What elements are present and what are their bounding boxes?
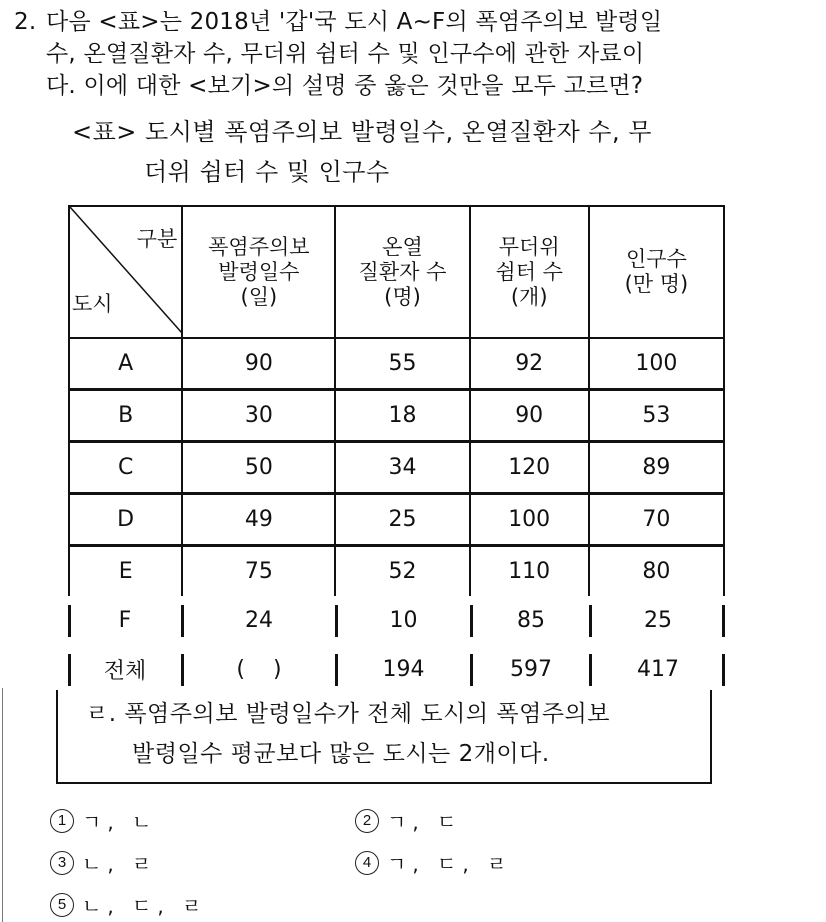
table-row (68, 391, 725, 443)
choice-1[interactable] (50, 806, 157, 835)
choice-text: ㄱ, ㄴ (82, 810, 158, 834)
value-cell: 597 (510, 657, 552, 682)
bogi-item-line-2: 발령일수 평균보다 많은 도시는 2개이다. (132, 741, 550, 767)
table-row-total (68, 645, 725, 694)
header-unit: (만 명) (624, 272, 689, 296)
value-cell: 100 (635, 351, 678, 376)
corner-header-cell (70, 207, 183, 337)
question-line-2: 수, 온열질환자 수, 무더위 쉼터 수 및 인구수에 관한 자료이 (46, 41, 645, 67)
value-cell: 25 (336, 495, 470, 544)
choice-text: ㄴ, ㄷ, ㄹ (82, 894, 208, 918)
value-cell: 75 (183, 547, 336, 596)
city-cell: E (70, 547, 183, 596)
table-caption-line-1: <표> 도시별 폭염주의보 발령일수, 온열질환자 수, 무 (72, 118, 652, 146)
page-margin-rule (2, 688, 3, 922)
question-text: 다음 <표>는 2018년 '갑'국 도시 A~F의 폭염주의보 발령일 (46, 9, 663, 35)
value-cell: 53 (642, 403, 671, 428)
header-text: 쉼터 수 (495, 259, 563, 284)
circled-number-icon: 2 (355, 809, 379, 833)
choice-5[interactable] (50, 890, 207, 919)
table-row (68, 443, 725, 495)
table-row (68, 339, 725, 391)
data-table (68, 205, 725, 694)
header-cooling-shelters (471, 207, 590, 337)
city-cell: F (118, 608, 132, 633)
city-cell: B (70, 391, 183, 440)
question-line-3: 다. 이에 대한 <보기>의 설명 중 옳은 것만을 모두 고르면? (46, 73, 644, 99)
circled-number-icon: 5 (50, 893, 74, 917)
choice-3[interactable] (50, 848, 157, 877)
bogi-item-label: ㄹ. (86, 701, 117, 727)
header-text: 발령일수 (218, 259, 300, 284)
value-cell: 100 (471, 495, 590, 544)
corner-label-category: 구분 (136, 227, 178, 251)
header-text: 폭염주의보 (208, 234, 310, 259)
header-unit: (개) (510, 284, 548, 309)
table-caption-line-2: 더위 쉼터 수 및 인구수 (144, 158, 390, 186)
header-text: 인구수 (625, 247, 687, 271)
city-cell: C (70, 443, 183, 492)
header-unit: (일) (240, 284, 278, 309)
value-cell: 55 (336, 339, 470, 388)
corner-label-city: 도시 (72, 292, 113, 316)
value-cell: 49 (183, 495, 336, 544)
circled-number-icon: 1 (50, 809, 74, 833)
value-cell: 110 (471, 547, 590, 596)
header-unit: (명) (384, 284, 421, 309)
choice-text: ㄱ, ㄷ, ㄹ (387, 852, 513, 876)
city-cell: D (70, 495, 183, 544)
table-row (68, 596, 725, 645)
table-row (68, 547, 725, 596)
table-header-row (68, 205, 725, 339)
value-cell: 25 (644, 608, 672, 633)
value-cell: 194 (382, 657, 425, 682)
bogi-item-text: 폭염주의보 발령일수가 전체 도시의 폭염주의보 (124, 701, 610, 727)
header-heatwave-days (183, 207, 336, 337)
value-cell: 90 (183, 339, 336, 388)
circled-number-icon: 4 (355, 851, 379, 875)
value-cell: 10 (389, 608, 418, 633)
value-cell: 24 (245, 608, 273, 633)
header-text: 온열 (382, 234, 423, 259)
circled-number-icon: 3 (50, 851, 74, 875)
value-cell: 80 (642, 559, 671, 584)
bogi-item-line-1 (86, 694, 610, 734)
question-number: 2. (14, 9, 37, 35)
value-cell: 70 (642, 507, 671, 532)
choice-2[interactable] (355, 806, 462, 835)
value-cell: 89 (642, 455, 671, 480)
bogi-item-d (86, 694, 610, 774)
city-cell: A (70, 339, 183, 388)
question-line-1 (14, 6, 814, 38)
bogi-box (56, 690, 712, 784)
header-heat-illness-patients (336, 207, 470, 337)
table-caption (72, 112, 652, 192)
value-cell: 34 (336, 443, 470, 492)
value-cell: 52 (336, 547, 470, 596)
header-text: 질환자 수 (358, 259, 447, 284)
value-cell: 92 (471, 339, 590, 388)
value-cell: 85 (517, 608, 545, 633)
header-population (590, 207, 723, 337)
choice-text: ㄴ, ㄹ (82, 852, 158, 876)
value-cell: 120 (471, 443, 590, 492)
value-cell: 18 (336, 391, 470, 440)
value-cell: 417 (637, 657, 679, 682)
value-cell: 30 (183, 391, 336, 440)
value-cell: 90 (471, 391, 590, 440)
table-row (68, 495, 725, 547)
choice-text: ㄱ, ㄷ (387, 810, 463, 834)
header-text: 무더위 (498, 234, 560, 259)
blank-answer-cell: ( ) (236, 657, 282, 682)
value-cell: 50 (183, 443, 336, 492)
choice-4[interactable] (355, 848, 512, 877)
question-stem (14, 6, 814, 102)
total-label-cell: 전체 (103, 659, 147, 684)
